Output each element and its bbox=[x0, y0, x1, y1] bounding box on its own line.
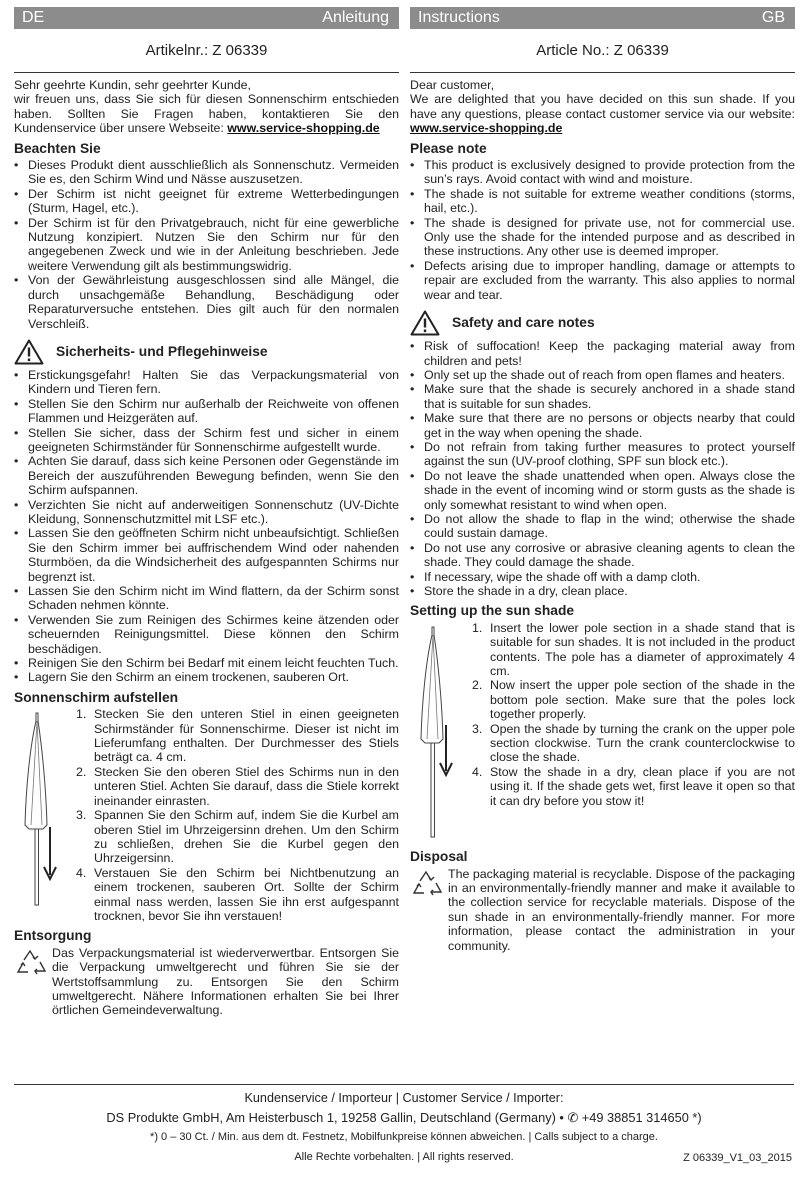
safety-heading-row bbox=[14, 339, 399, 365]
list-item: • Do not leave the shade unattended when open. Always close the shade in the event of incoming wind or storm gusts as the shade is only somewhat resistant to wind when open. bbox=[410, 469, 795, 512]
list-item: • Store the shade in a dry, clean place. bbox=[410, 584, 795, 598]
warning-triangle-icon bbox=[410, 310, 440, 336]
list-item: • The shade is not suitable for extreme weather conditions (storms, hail, etc.). bbox=[410, 187, 795, 216]
list-item: • Do not use any corrosive or abrasive cleaning agents to clean the shade. They could damage the shade. bbox=[410, 541, 795, 570]
intro-paragraph: wir freuen uns, dass Sie sich für diesen Sonnenschirm entschieden haben. Sollten Sie Fragen haben, kontaktieren Sie den Kundenservice über unsere Webseite: www.service-shopping.de bbox=[14, 92, 399, 136]
setup-heading: Setting up the sun shade bbox=[410, 603, 575, 619]
list-item: 3. Open the shade by turning the crank on the upper pole section clockwise. Turn the crank counterclockwise to close the shade. bbox=[472, 721, 795, 765]
list-item: • Achten Sie darauf, dass sich keine Personen oder Gegenstände im Bereich der auszuführenden Bewegung befinden, wenn Sie den Schirm aufspannen. bbox=[14, 454, 399, 497]
intro-paragraph: We are delighted that you have decided on this sun shade. If you have any questions, please contact customer service via our website: www.service-shopping.de bbox=[410, 92, 795, 136]
setup-heading: Sonnenschirm aufstellen bbox=[14, 689, 179, 705]
list-item: • Defects arising due to improper handling, damage or attempts to repair are excluded from the warranty. This also applies to normal wear and tear. bbox=[410, 259, 795, 302]
list-item: • Verzichten Sie nicht auf anderweitigen Sonnenschutz (UV-Dichte Kleidung, Sonnenschutzmittel mit LSF etc.). bbox=[14, 498, 399, 527]
list-item: • Do not refrain from taking further measures to protect yourself against the sun (UV-proof clothing, SPF sun block etc.). bbox=[410, 440, 795, 469]
disposal-text: The packaging material is recyclable. Dispose of the packaging in an environmentally-friendly manner and make it available to the collection service for recyclable materials. Dispose of the sun shade in an environmentally-friendly manner. For more information, please contact the administration in your community. bbox=[448, 866, 795, 953]
list-item: • Lagern Sie den Schirm an einem trockenen, sauberen Ort. bbox=[14, 670, 399, 684]
english-column bbox=[410, 0, 795, 953]
safety-list bbox=[14, 368, 399, 685]
article-number: Artikelnr.: Z 06339 bbox=[145, 42, 268, 59]
language-code: DE bbox=[22, 9, 45, 26]
note-heading: Please note bbox=[410, 140, 487, 156]
list-item: 4. Stow the shade in a dry, clean place if you are not using it. If the shade gets wet, first leave it open so that it can dry before you stow it! bbox=[472, 764, 795, 808]
document-type: Anleitung bbox=[322, 9, 389, 26]
closed-umbrella-illustration bbox=[410, 621, 472, 844]
list-item: 2. Now insert the upper pole section of the shade in the bottom pole section. Make sure that the poles lock together properly. bbox=[472, 678, 795, 722]
list-item: • Erstickungsgefahr! Halten Sie das Verpackungsmaterial von Kindern und Tieren fern. bbox=[14, 368, 399, 397]
website-link[interactable]: www.service-shopping.de bbox=[410, 121, 563, 136]
safety-heading: Safety and care notes bbox=[452, 314, 595, 330]
footer-address: DS Produkte GmbH, Am Heisterbusch 1, 19258 Gallin, Deutschland (Germany) • ✆ +49 38851 314650 *) bbox=[106, 1110, 702, 1125]
divider bbox=[410, 72, 795, 73]
salutation: Sehr geehrte Kundin, sehr geehrter Kunde, bbox=[14, 78, 251, 92]
article-number: Article No.: Z 06339 bbox=[536, 42, 669, 59]
closed-umbrella-illustration bbox=[14, 707, 76, 923]
disposal-heading: Disposal bbox=[410, 849, 468, 865]
footer-service-label: Kundenservice / Importeur | Customer Service / Importer: bbox=[244, 1091, 564, 1105]
setup-steps bbox=[76, 707, 399, 923]
list-item: • Der Schirm ist nicht geeignet für extreme Wetterbedingungen (Sturm, Hagel, etc.). bbox=[14, 187, 399, 216]
list-item: • Make sure that there are no persons or objects nearby that could get in the way when opening the shade. bbox=[410, 411, 795, 440]
list-item: 2. Stecken Sie den oberen Stiel des Schirms nun in den unteren Stiel. Achten Sie darauf, dass die Stiele korrekt ineinander einrasten. bbox=[76, 764, 399, 808]
list-item: 1. Stecken Sie den unteren Stiel in einen geeigneten Schirmständer für Sonnenschirme. Dieser ist nicht im Lieferumfang enthalten. Der Durchmesser des Stiels beträgt ca. 4 cm. bbox=[76, 707, 399, 765]
document-id: Z 06339_V1_03_2015 bbox=[683, 1152, 792, 1164]
note-list bbox=[410, 158, 795, 302]
disposal-section bbox=[410, 867, 795, 953]
website-link[interactable]: www.service-shopping.de bbox=[227, 121, 380, 136]
list-item: • Von der Gewährleistung ausgeschlossen sind alle Mängel, die durch unsachgemäße Behandlung, Beschädigung oder Reparaturversuche entstehen. Dies gilt auch für den normalen Verschleiß. bbox=[14, 273, 399, 331]
note-heading: Beachten Sie bbox=[14, 140, 101, 156]
disposal-heading: Entsorgung bbox=[14, 928, 92, 944]
german-column bbox=[14, 0, 399, 1018]
list-item: • Lassen Sie den geöffneten Schirm nicht unbeaufsichtigt. Schließen Sie den Schirm immer bei auffrischendem Wind oder nahenden Sturmböen, da die Windsicherheit des aufgespannten Schirms nur begrenzt ist. bbox=[14, 526, 399, 584]
list-item: • Do not allow the shade to flap in the wind; otherwise the shade could sustain damage. bbox=[410, 512, 795, 541]
setup-section bbox=[410, 621, 795, 844]
safety-heading-row bbox=[410, 310, 795, 336]
list-item: • Der Schirm ist für den Privatgebrauch, nicht für eine gewerbliche Nutzung konzipiert. Nutzen Sie den Schirm nur für den angegebenen Zweck und wie in der Anleitung beschrieben. Jede weitere Verwendung gilt als bestimmungswidrig. bbox=[14, 216, 399, 274]
footer-call-note: *) 0 – 30 Ct. / Min. aus dem dt. Festnetz, Mobilfunkpreise können abweichen. | Calls subject to a charge. bbox=[150, 1131, 658, 1143]
safety-list bbox=[410, 339, 795, 598]
safety-heading: Sicherheits- und Pflegehinweise bbox=[56, 343, 268, 359]
list-item: • Only set up the shade out of reach from open flames and heaters. bbox=[410, 368, 795, 382]
recycle-icon bbox=[14, 948, 48, 978]
list-item: • The shade is designed for private use, not for commercial use. Only use the shade for the intended purpose and as described in these instructions. Any other use is deemed improper. bbox=[410, 216, 795, 259]
setup-section bbox=[14, 707, 399, 923]
list-item: • Risk of suffocation! Keep the packaging material away from children and pets! bbox=[410, 339, 795, 368]
list-item: 1. Insert the lower pole section in a shade stand that is suitable for sun shades. It is not included in the product contents. The pole has a diameter of approximately 4 cm. bbox=[472, 620, 795, 679]
list-item: • Stellen Sie sicher, dass der Schirm fest und sicher in einem geeigneten Schirmständer für Sonnenschirme aufgestellt wurde. bbox=[14, 426, 399, 455]
list-item: • Stellen Sie den Schirm nur außerhalb der Reichweite von offenen Flammen und Heizgeräten auf. bbox=[14, 397, 399, 426]
list-item: 4. Verstauen Sie den Schirm bei Nichtbenutzung an einem trockenen, sauberen Ort. Sollte der Schirm einmal nass werden, lassen Sie ihn erst aufgespannt trocknen, bevor Sie ihn verstauen! bbox=[76, 865, 399, 923]
document-type: Instructions bbox=[418, 9, 500, 26]
divider bbox=[14, 72, 399, 73]
list-item: • Lassen Sie den Schirm nicht im Wind flattern, da der Schirm sonst Schaden nehmen könnte. bbox=[14, 584, 399, 613]
list-item: • Dieses Produkt dient ausschließlich als Sonnenschutz. Vermeiden Sie es, den Schirm Wind und Nässe auszusetzen. bbox=[14, 158, 399, 187]
list-item: • This product is exclusively designed to provide protection from the sun’s rays. Avoid contact with wind and moisture. bbox=[410, 158, 795, 187]
note-list bbox=[14, 158, 399, 331]
list-item: • Make sure that the shade is securely anchored in a shade stand that is suitable for sun shades. bbox=[410, 382, 795, 411]
list-item: • Reinigen Sie den Schirm bei Bedarf mit einem leicht feuchten Tuch. bbox=[14, 656, 399, 670]
language-code: GB bbox=[761, 9, 785, 26]
setup-steps bbox=[472, 621, 795, 844]
footer-rights: Alle Rechte vorbehalten. | All rights reserved. bbox=[294, 1151, 514, 1163]
list-item: • If necessary, wipe the shade off with a damp cloth. bbox=[410, 570, 795, 584]
list-item: 3. Spannen Sie den Schirm auf, indem Sie die Kurbel am oberen Stiel im Uhrzeigersinn drehen. Um den Schirm zu schließen, drehen Sie die Kurbel gegen den Uhrzeigersinn. bbox=[76, 808, 399, 866]
list-item: • Verwenden Sie zum Reinigen des Schirmes keine ätzenden oder scheuernden Reinigungsmittel. Diese können den Schirm beschädigen. bbox=[14, 613, 399, 656]
english-header-bar bbox=[410, 7, 795, 29]
disposal-section bbox=[14, 946, 399, 1018]
german-header-bar bbox=[14, 7, 399, 29]
disposal-text: Das Verpackungsmaterial ist wiederverwertbar. Entsorgen Sie die Verpackung umweltgerecht und führen Sie sie der Wertstoffsammlung zu. Entsorgen Sie den Schirm umweltgerecht. Nähere Informationen erhalten Sie bei Ihrer örtlichen Gemeindeverwaltung. bbox=[52, 945, 399, 1018]
warning-triangle-icon bbox=[14, 339, 44, 365]
footer bbox=[14, 1084, 794, 1163]
recycle-icon bbox=[410, 869, 444, 899]
salutation: Dear customer, bbox=[410, 78, 495, 92]
